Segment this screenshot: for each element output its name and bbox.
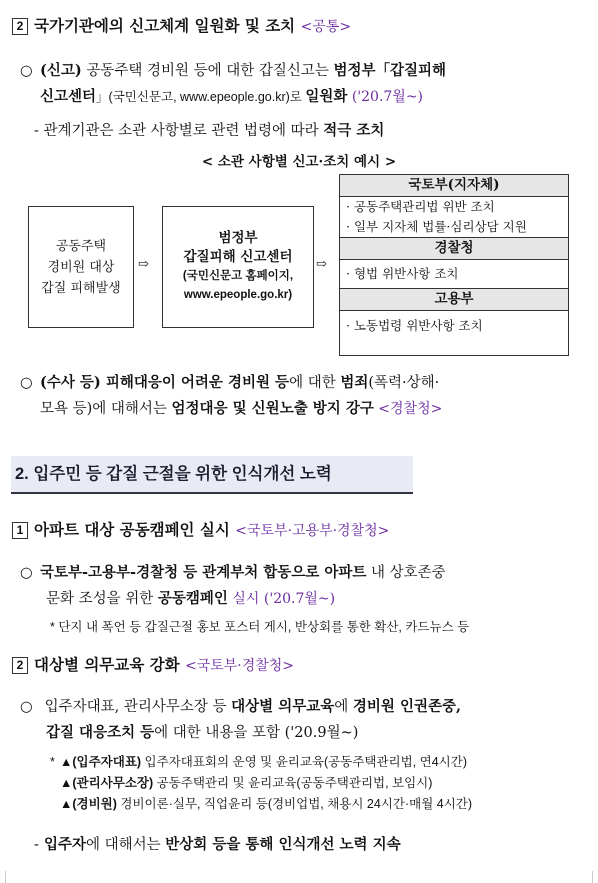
text-bold: 공동캠페인 <box>157 590 228 607</box>
agency-item: · 노동법령 위반사항 조치 <box>346 318 483 333</box>
subsection-title: 아파트 대상 공동캠페인 실시 <box>34 520 230 539</box>
agency-item: · 일부 지자체 법률·심리상담 지원 <box>346 219 527 234</box>
text: 에 <box>334 699 353 715</box>
diagram-title: < 소관 사항별 신고·조치 예시 > <box>201 154 397 170</box>
text: 모욕 등)에 대해서는 <box>40 401 172 417</box>
text: 공동주택 경비원 등에 대한 갑질신고는 <box>81 63 334 79</box>
text-bold: 갑질 대응조치 등 <box>46 724 155 741</box>
text: 관계기관은 소관 사항별로 관련 법령에 따라 <box>38 123 324 139</box>
center-subtitle: (국민신문고 홈페이지, <box>182 270 294 282</box>
victim-line: 경비원 대상 <box>47 259 115 275</box>
victim-line: 공동주택 <box>55 238 107 254</box>
text-bold: 입주자 <box>38 836 86 853</box>
education-items <box>50 752 595 815</box>
agency-molit-items <box>340 197 568 238</box>
center-title: 범정부 <box>218 230 258 246</box>
page-edge-mark <box>592 871 593 883</box>
date-tag: ('20.7월~) <box>347 89 424 105</box>
text: 」(국민신문고, www.epeople.go.kr)로 <box>96 90 306 104</box>
agency-tag: <국토부·고용부·경찰청> <box>235 523 390 539</box>
agency-tag: <경찰청> <box>373 401 443 417</box>
text: 에 대한 내용을 포함 ('20.9월~) <box>154 725 359 741</box>
section-title: 국가기관에의 신고체계 일원화 및 조치 <box>34 16 296 35</box>
bullet-circle: ○ <box>20 565 33 581</box>
text: 입주자대표, 관리사무소장 등 <box>40 699 232 715</box>
text-bold: (신고) <box>40 62 82 79</box>
section-heading-reporting <box>12 14 598 36</box>
text-bold: 국토부-고용부-경찰청 등 관계부처 합동으로 아파트 <box>40 564 367 581</box>
subsection-heading-education <box>12 653 598 675</box>
date-tag: 실시 ('20.7월~) <box>227 591 336 607</box>
item-label: ▲(입주자대표) <box>60 755 142 769</box>
item-text: 입주자대표회의 운영 및 윤리교육(공동주택관리법, 연4시간) <box>141 755 467 769</box>
text: 문화 조성을 위한 <box>46 591 158 607</box>
center-url: www.epeople.go.kr) <box>183 289 293 301</box>
text-bold: 반상회 등을 통해 인식개선 노력 지속 <box>165 836 401 853</box>
victim-line: 갑질 피해발생 <box>41 280 121 296</box>
education-item <box>50 773 595 794</box>
item-label: ▲(경비원) <box>60 797 117 811</box>
bullet-circle: ○ <box>20 375 33 391</box>
subsection-title: 대상별 의무교육 강화 <box>34 655 180 674</box>
agency-tag: <국토부·경찰청> <box>184 658 295 674</box>
text-bold: 경비원 인권존중, <box>352 698 462 715</box>
agency-labor-items <box>340 311 568 341</box>
text-bold: 일원화 <box>305 88 348 105</box>
section-number: 2 <box>12 18 28 35</box>
report-center-box <box>162 206 314 328</box>
dash: - <box>34 123 39 139</box>
item-text: 공동주택관리 및 윤리교육(공동주택관리법, 보임시) <box>153 776 433 790</box>
paragraph-investigation <box>20 370 592 422</box>
arrow-right-icon: ⇨ <box>316 257 327 272</box>
paragraph-education <box>20 694 594 746</box>
agency-police-header: 경찰청 <box>340 238 568 260</box>
victim-box <box>28 206 134 328</box>
text-bold: 범죄 <box>340 374 369 391</box>
text-bold: 대상별 의무교육 <box>231 698 335 715</box>
subsection-heading-campaign <box>12 518 598 540</box>
agency-tag: <공통> <box>300 19 352 35</box>
bullet-circle: ○ <box>20 63 33 79</box>
item-text: 경비이론·실무, 직업윤리 등(경비업법, 채용시 24시간·매월 4시간) <box>116 797 473 811</box>
paragraph-residents <box>34 832 594 858</box>
text: (폭력·상해· <box>368 375 440 391</box>
center-name: 갑질피해 신고센터 <box>183 249 293 265</box>
item-label: ▲(관리사무소장) <box>60 776 154 790</box>
agency-molit-header: 국토부(지자체) <box>340 175 568 197</box>
dash: - <box>34 837 39 853</box>
paragraph-agency-action <box>34 118 594 144</box>
agency-police-items <box>340 260 568 289</box>
text-bold: (수사 등) 피해대응이 어려운 경비원 등 <box>40 374 290 391</box>
section-number: 2 <box>12 657 28 674</box>
page-edge-mark <box>5 871 6 883</box>
agency-item: · 공동주택관리법 위반 조치 <box>346 199 495 214</box>
section-banner-awareness: 2. 입주민 등 갑질 근절을 위한 인식개선 노력 <box>11 456 413 494</box>
text: 에 대한 <box>289 375 341 391</box>
text: 에 대해서는 <box>85 837 166 853</box>
section-number: 1 <box>12 522 28 539</box>
agency-item: · 형법 위반사항 조치 <box>346 266 459 281</box>
text: 내 상호존중 <box>366 565 446 581</box>
bullet-circle: ○ <box>20 699 33 715</box>
agency-table <box>339 174 569 356</box>
paragraph-report-center <box>20 58 590 110</box>
text-bold: 범정부「갑질피해 <box>333 62 447 79</box>
agency-labor-header: 고용부 <box>340 289 568 311</box>
text-bold: 엄정대응 및 신원노출 방지 강구 <box>171 400 374 417</box>
text-bold: 적극 조치 <box>323 122 385 139</box>
paragraph-campaign <box>20 560 592 612</box>
arrow-right-icon: ⇨ <box>138 257 149 272</box>
text-bold: 신고센터 <box>40 88 97 105</box>
note-star: * <box>50 755 55 769</box>
education-item <box>50 794 595 815</box>
campaign-note: * 단지 내 폭언 등 갑질근절 홍보 포스터 게시, 반상회를 통한 확산, 카드뉴스 등 <box>50 620 470 634</box>
education-item <box>50 752 595 773</box>
